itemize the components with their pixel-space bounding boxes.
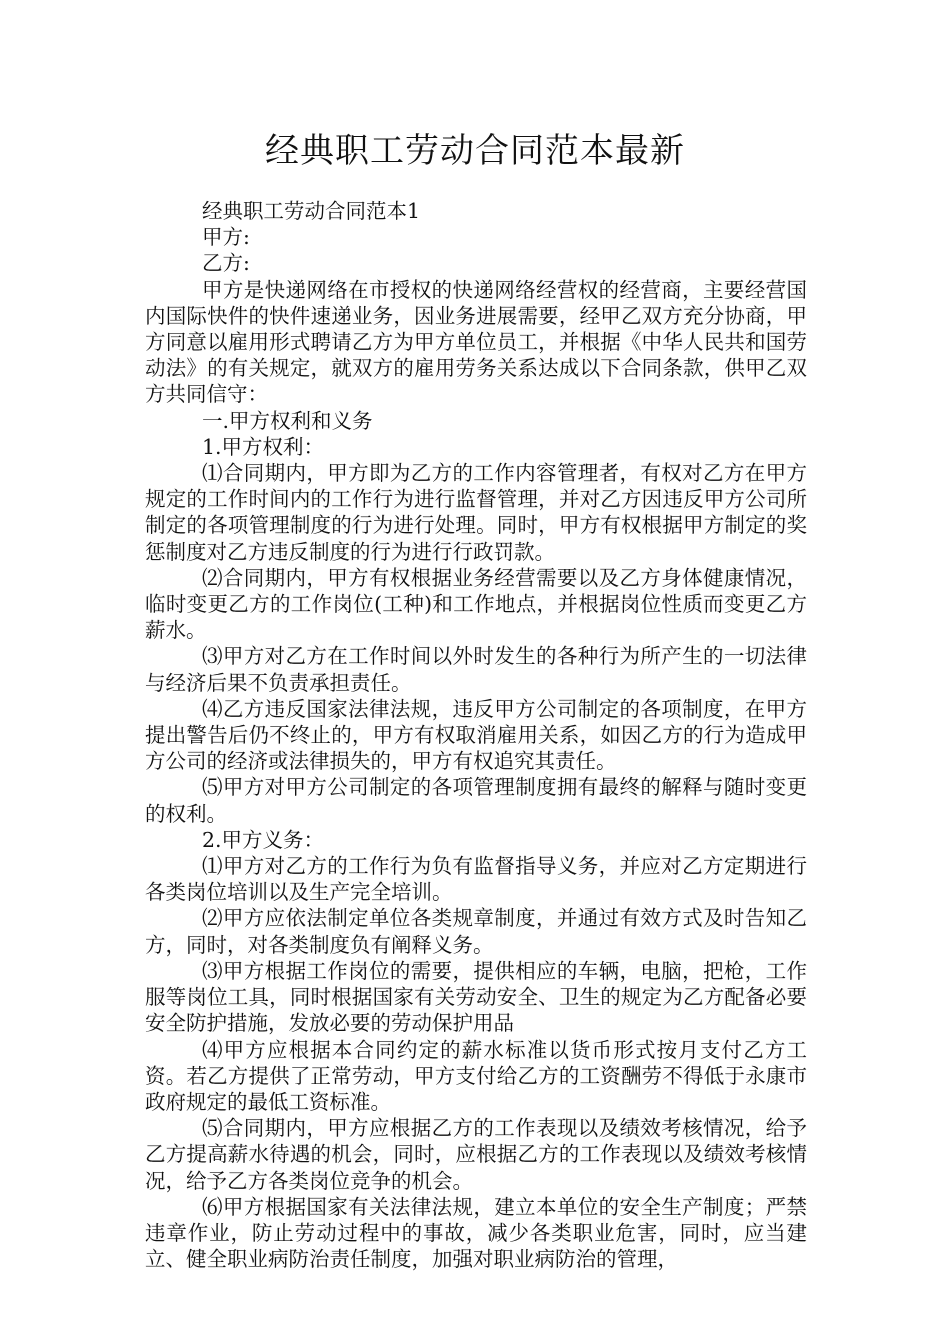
clause-paragraph: ⑴甲方对乙方的工作行为负有监督指导义务，并应对乙方定期进行各类岗位培训以及生产完全培训。 <box>145 854 807 905</box>
document-title: 经典职工劳动合同范本最新 <box>265 131 685 171</box>
clause-paragraph: ⑵合同期内，甲方有权根据业务经营需要以及乙方身体健康情况，临时变更乙方的工作岗位(工种)和工作地点，并根据岗位性质而变更乙方薪水。 <box>145 565 807 643</box>
clause-paragraph: ⑹甲方根据国家有关法律法规，建立本单位的安全生产制度；严禁违章作业，防止劳动过程中的事故，减少各类职业危害，同时，应当建立、健全职业病防治责任制度，加强对职业病防治的管理， <box>145 1194 807 1272</box>
clause-paragraph: ⑸合同期内，甲方应根据乙方的工作表现以及绩效考核情况，给予乙方提高薪水待遇的机会，同时，应根据乙方的工作表现以及绩效考核情况，给予乙方各类岗位竞争的机会。 <box>145 1116 807 1193</box>
clause-paragraph: ⑸甲方对甲方公司制定的各项管理制度拥有最终的解释与随时变更的权利。 <box>145 775 807 826</box>
paragraph-party-a: 甲方: <box>202 225 250 250</box>
clause-paragraph: ⑷甲方应根据本合同约定的薪水标准以货币形式按月支付乙方工资。若乙方提供了正常劳动，甲方支付给乙方的工资酬劳不得低于永康市政府规定的最低工资标准。 <box>145 1037 807 1114</box>
document-body <box>145 198 807 1272</box>
clause-paragraph: ⑴合同期内，甲方即为乙方的工作内容管理者，有权对乙方在甲方规定的工作时间内的工作行为进行监督管理，并对乙方因违反甲方公司所制定的各项管理制度的行为进行处理。同时，甲方有权根据甲方制定的奖惩制度对乙方违反制度的行为进行行政罚款。 <box>145 461 807 564</box>
section-heading: 一.甲方权利和义务 <box>202 408 373 433</box>
clause-paragraph: ⑵甲方应依法制定单位各类规章制度，并通过有效方式及时告知乙方，同时，对各类制度负有阐释义务。 <box>145 906 807 957</box>
paragraph-subtitle: 经典职工劳动合同范本1 <box>202 199 421 223</box>
paragraph-preamble: 甲方是快递网络在市授权的快递网络经营权的经营商，主要经营国内国际快件的快件速递业务，因业务进展需要，经甲乙双方充分协商，甲方同意以雇用形式聘请乙方为甲方单位员工，并根据《中华人民共和国劳动法》的有关规定，就双方的雇用劳务关系达成以下合同条款，供甲乙双方共同信守： <box>145 277 807 407</box>
clause-paragraph: ⑶甲方根据工作岗位的需要，提供相应的车辆，电脑，把枪，工作服等岗位工具，同时根据国家有关劳动安全、卫生的规定为乙方配备必要安全防护措施，发放必要的劳动保护用品 <box>145 958 807 1036</box>
subsection-heading: 1.甲方权利： <box>202 434 325 459</box>
subsection-heading: 2.甲方义务： <box>202 827 325 852</box>
paragraph-party-b: 乙方: <box>202 251 250 276</box>
clause-paragraph: ⑶甲方对乙方在工作时间以外时发生的各种行为所产生的一切法律与经济后果不负责承担责任。 <box>145 644 807 695</box>
clause-paragraph: ⑷乙方违反国家法律法规，违反甲方公司制定的各项制度，在甲方提出警告后仍不终止的，甲方有权取消雇用关系，如因乙方的行为造成甲方公司的经济或法律损失的，甲方有权追究其责任。 <box>145 696 807 774</box>
